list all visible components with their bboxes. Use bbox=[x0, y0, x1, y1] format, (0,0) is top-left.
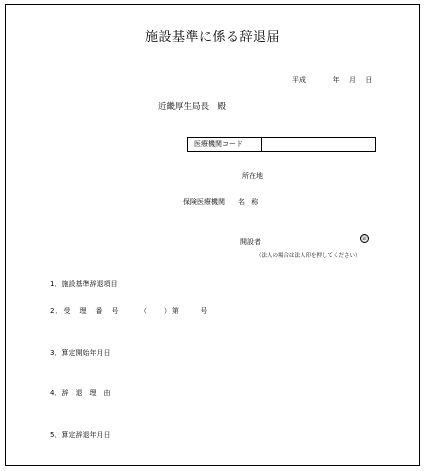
seal-note: （法人の場合は法人印を押してください） bbox=[256, 253, 361, 259]
date-line bbox=[292, 75, 372, 85]
date-month: 月 bbox=[348, 76, 356, 84]
item-receipt-number bbox=[50, 306, 208, 316]
item-withdrawn-standard: 1．施設基準辞退項目 bbox=[50, 280, 118, 288]
form-page bbox=[5, 4, 420, 466]
receipt-number-paren: （ ）第 bbox=[139, 307, 180, 315]
institution-name-label: 名 称 bbox=[238, 198, 261, 206]
addressee: 近畿厚生局長 殿 bbox=[158, 102, 227, 112]
date-era: 平成 bbox=[292, 76, 306, 84]
institution-label: 保険医療機関 bbox=[183, 198, 225, 206]
institution-code-label: 医療機関コード bbox=[188, 138, 262, 151]
page-title: 施設基準に係る辞退届 bbox=[144, 30, 280, 45]
receipt-number-suffix: 号 bbox=[200, 307, 209, 315]
date-year: 年 bbox=[332, 76, 340, 84]
founder-label: 開設者 bbox=[240, 238, 261, 246]
item-withdrawal-reason: 4．辞 退 理 由 bbox=[50, 389, 111, 397]
item-start-date: 3．算定開始年月日 bbox=[50, 349, 111, 357]
date-day: 日 bbox=[365, 76, 373, 84]
item-withdrawal-date: 5．算定辞退年月日 bbox=[50, 431, 111, 439]
location-label: 所在地 bbox=[242, 172, 263, 180]
seal-icon: ㊞ bbox=[361, 236, 368, 243]
institution-code-field[interactable] bbox=[262, 138, 375, 151]
receipt-number-label: 2．受 理 番 号 bbox=[50, 307, 120, 315]
institution-code-box bbox=[187, 137, 376, 152]
